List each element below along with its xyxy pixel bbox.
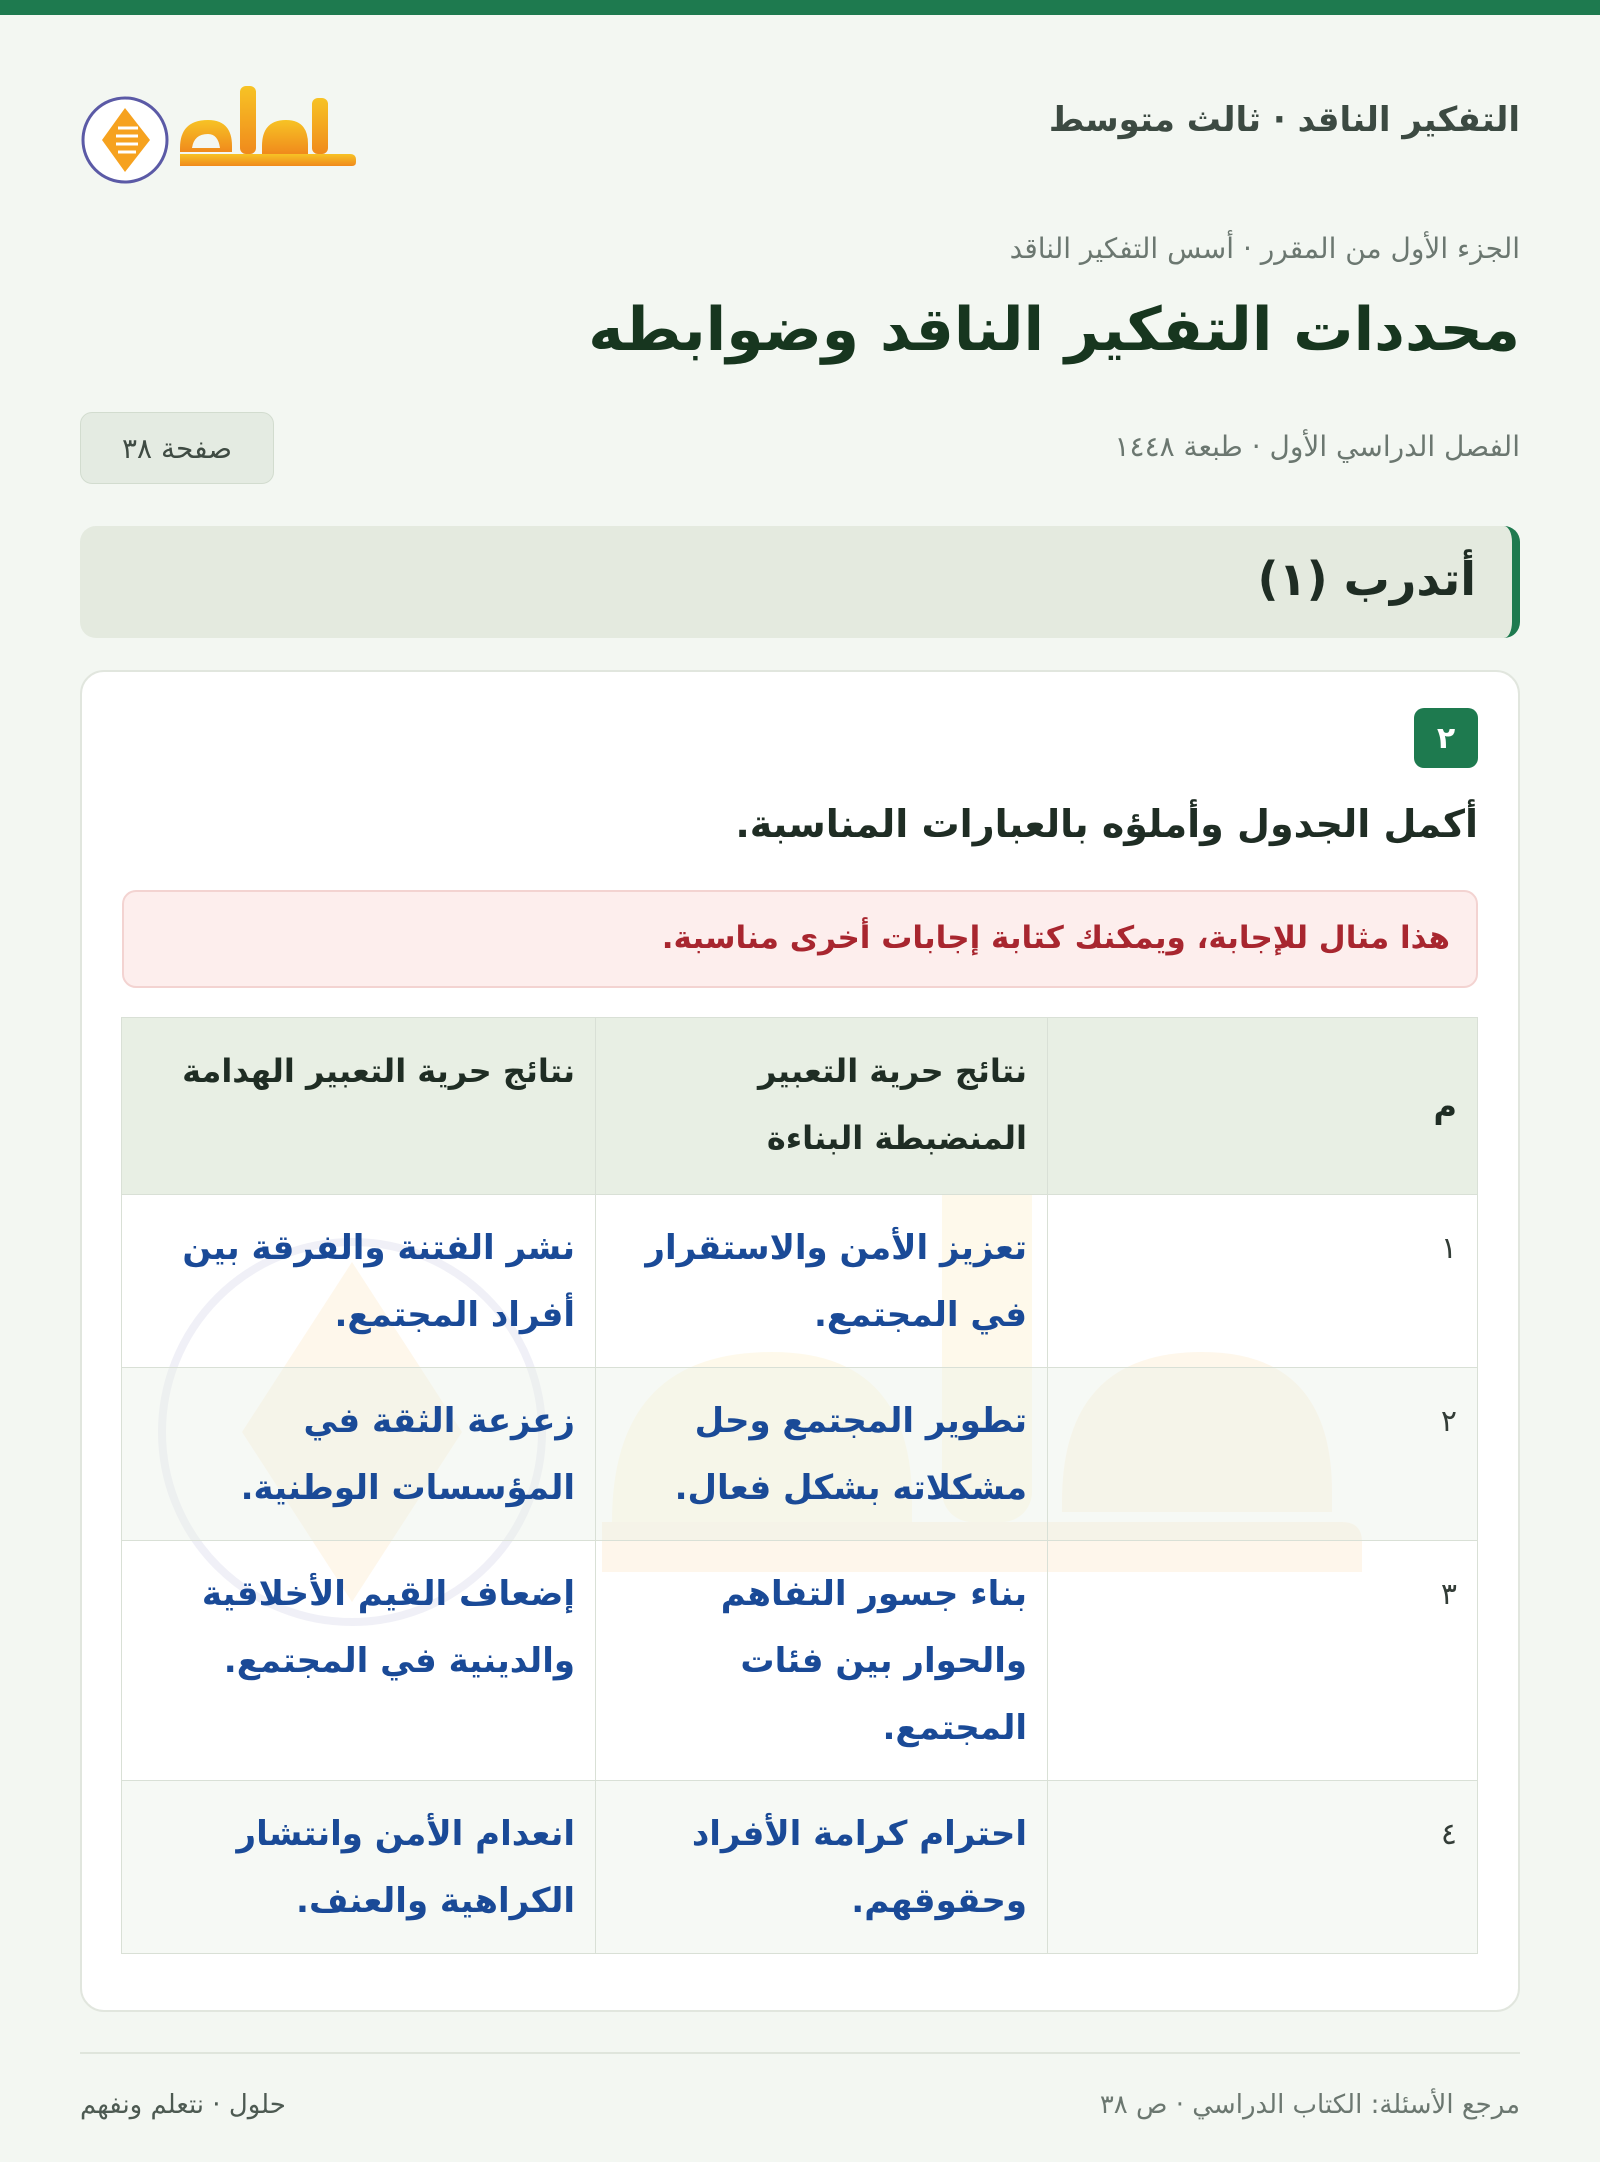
question-number-badge: ٢ xyxy=(1414,708,1478,768)
question-instruction: أكمل الجدول وأملؤه بالعبارات المناسبة. xyxy=(735,802,1478,846)
constructive-cell: تطوير المجتمع وحل مشكلاته بشكل فعال. xyxy=(596,1368,1048,1541)
destructive-cell: إضعاف القيم الأخلاقية والدينية في المجتمع. xyxy=(122,1541,596,1781)
footer-reference: مرجع الأسئلة: الكتاب الدراسي · ص ٣٨ xyxy=(1099,2090,1520,2120)
top-accent-bar xyxy=(0,0,1600,15)
page-header xyxy=(80,60,1520,190)
row-number: ٣ xyxy=(1048,1541,1478,1781)
table-header-row xyxy=(122,1018,1478,1195)
example-answer-note xyxy=(122,890,1478,988)
edition-meta: الفصل الدراسي الأول · طبعة ١٤٤٨ xyxy=(1114,430,1520,463)
page-number-badge: صفحة ٣٨ xyxy=(80,412,274,484)
row-number: ١ xyxy=(1048,1195,1478,1368)
destructive-cell: زعزعة الثقة في المؤسسات الوطنية. xyxy=(122,1368,596,1541)
footer-divider xyxy=(80,2052,1520,2054)
question-card xyxy=(80,670,1520,2012)
section-title: أتدرب (١) xyxy=(1257,552,1476,606)
breadcrumb: الجزء الأول من المقرر · أسس التفكير الناقد xyxy=(1009,232,1520,265)
header-title: التفكير الناقد · ثالث متوسط xyxy=(1048,100,1520,140)
header-destructive: نتائج حرية التعبير الهدامة xyxy=(122,1018,596,1195)
answers-table xyxy=(121,1017,1478,1954)
section-heading-bar xyxy=(80,526,1520,638)
header-number: م xyxy=(1048,1018,1478,1195)
destructive-cell: انعدام الأمن وانتشار الكراهية والعنف. xyxy=(122,1781,596,1954)
destructive-cell: نشر الفتنة والفرقة بين أفراد المجتمع. xyxy=(122,1195,596,1368)
header-constructive: نتائج حرية التعبير المنضبطة البناءة xyxy=(596,1018,1048,1195)
constructive-cell: تعزيز الأمن والاستقرار في المجتمع. xyxy=(596,1195,1048,1368)
logo-graphic xyxy=(80,68,370,188)
table-row xyxy=(122,1195,1478,1368)
hulul-logo[interactable] xyxy=(80,68,370,188)
constructive-cell: احترام كرامة الأفراد وحقوقهم. xyxy=(596,1781,1048,1954)
page-title: محددات التفكير الناقد وضوابطه xyxy=(588,295,1520,365)
table-row xyxy=(122,1368,1478,1541)
table-row xyxy=(122,1781,1478,1954)
constructive-cell: بناء جسور التفاهم والحوار بين فئات المجتمع. xyxy=(596,1541,1048,1781)
footer-brand: حلول · نتعلم ونفهم xyxy=(80,2090,286,2120)
row-number: ٢ xyxy=(1048,1368,1478,1541)
note-text: هذا مثال للإجابة، ويمكنك كتابة إجابات أخرى مناسبة. xyxy=(661,920,1450,956)
row-number: ٤ xyxy=(1048,1781,1478,1954)
table-row xyxy=(122,1541,1478,1781)
